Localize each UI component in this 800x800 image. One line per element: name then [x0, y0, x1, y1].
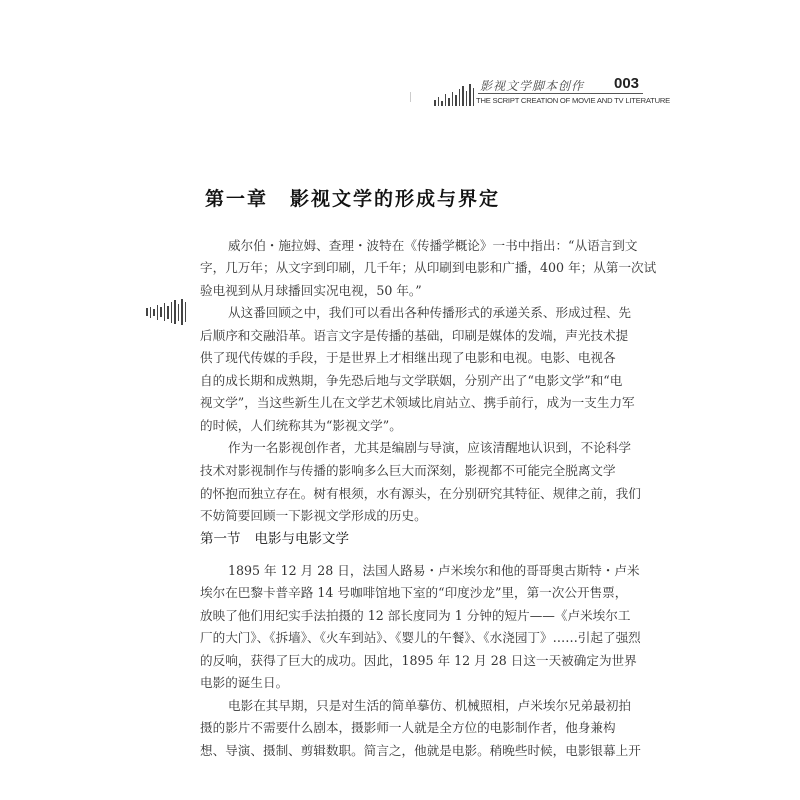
section-title: 电影与电影文学	[254, 531, 349, 547]
text-line: 的时候，人们统称其为“影视文学”。	[200, 418, 402, 433]
text-line: 供了现代传媒的手段，于是世界上才相继出现了电影和电视。电影、电视各	[200, 350, 616, 365]
chapter-heading	[205, 184, 500, 211]
margin-mark	[410, 92, 411, 102]
text-line: 厂的大门》、《拆墙》、《火车到站》、《婴儿的午餐》、《水浇园丁》……引起了强烈	[200, 630, 641, 645]
text-line: 1895 年 12 月 28 日，法国人路易・卢米埃尔和他的哥哥奥古斯特・卢米	[228, 563, 640, 578]
running-header-title: 影视文学脚本创作	[480, 79, 585, 93]
barcode-ornament-icon	[434, 84, 474, 106]
text-line: 后顺序和交融沿革。语言文字是传播的基础，印刷是媒体的发端，声光技术提	[200, 328, 629, 343]
header-rule	[478, 93, 643, 94]
section-number: 第一节	[200, 531, 241, 547]
text-line: 电影的诞生日。	[200, 675, 289, 690]
text-line: 埃尔在巴黎卡普辛路 14 号咖啡馆地下室的“印度沙龙”里，第一次公开售票，	[200, 585, 628, 600]
barcode-ornament-icon	[146, 299, 186, 325]
page-number: 003	[614, 75, 640, 92]
text-line: 自的成长期和成熟期，争先恐后地与文学联姻，分别产出了“电影文学”和“电	[200, 373, 623, 388]
text-line: 想、导演、摄制、剪辑数职。简言之，他就是电影。稍晚些时候，电影银幕上开	[200, 743, 641, 758]
chapter-number: 第一章	[205, 188, 269, 210]
text-line: 视文学”，当这些新生儿在文学艺术领域比肩站立、携手前行，成为一支生力军	[200, 395, 635, 410]
text-line: 电影在其早期，只是对生活的简单摹仿、机械照相，卢米埃尔兄弟最初拍	[228, 698, 631, 713]
text-line: 作为一名影视创作者，尤其是编剧与导演，应该清醒地认识到，不论科学	[228, 440, 631, 455]
text-line: 从这番回顾之中，我们可以看出各种传播形式的承递关系、形成过程、先	[228, 305, 631, 320]
text-line: 验电视到从月球播回实况电视，50 年。”	[200, 283, 422, 298]
text-line: 不妨简要回顾一下影视文学形成的历史。	[200, 508, 427, 523]
text-line: 的怀抱而独立存在。树有根须，水有源头，在分别研究其特征、规律之前，我们	[200, 486, 641, 501]
text-line: 字，几万年；从文字到印刷，几千年；从印刷到电影和广播，400 年；从第一次试	[200, 260, 657, 275]
chapter-title: 影视文学的形成与界定	[290, 188, 501, 210]
text-line: 的反响，获得了巨大的成功。因此，1895 年 12 月 28 日这一天被确定为世界	[200, 653, 637, 668]
text-line: 威尔伯・施拉姆、查理・波特在《传播学概论》一书中指出：“从语言到文	[228, 238, 638, 253]
running-header-english: THE SCRIPT CREATION OF MOVIE AND TV LITERATURE	[476, 96, 671, 105]
text-line: 技术对影视制作与传播的影响多么巨大而深刻，影视都不可能完全脱离文学	[200, 463, 616, 478]
section-heading	[200, 527, 349, 547]
text-line: 摄的影片不需要什么剧本，摄影师一人就是全方位的电影制作者，他身兼构	[200, 720, 616, 735]
text-line: 放映了他们用纪实手法拍摄的 12 部长度同为 1 分钟的短片——《卢米埃尔工	[200, 608, 631, 623]
